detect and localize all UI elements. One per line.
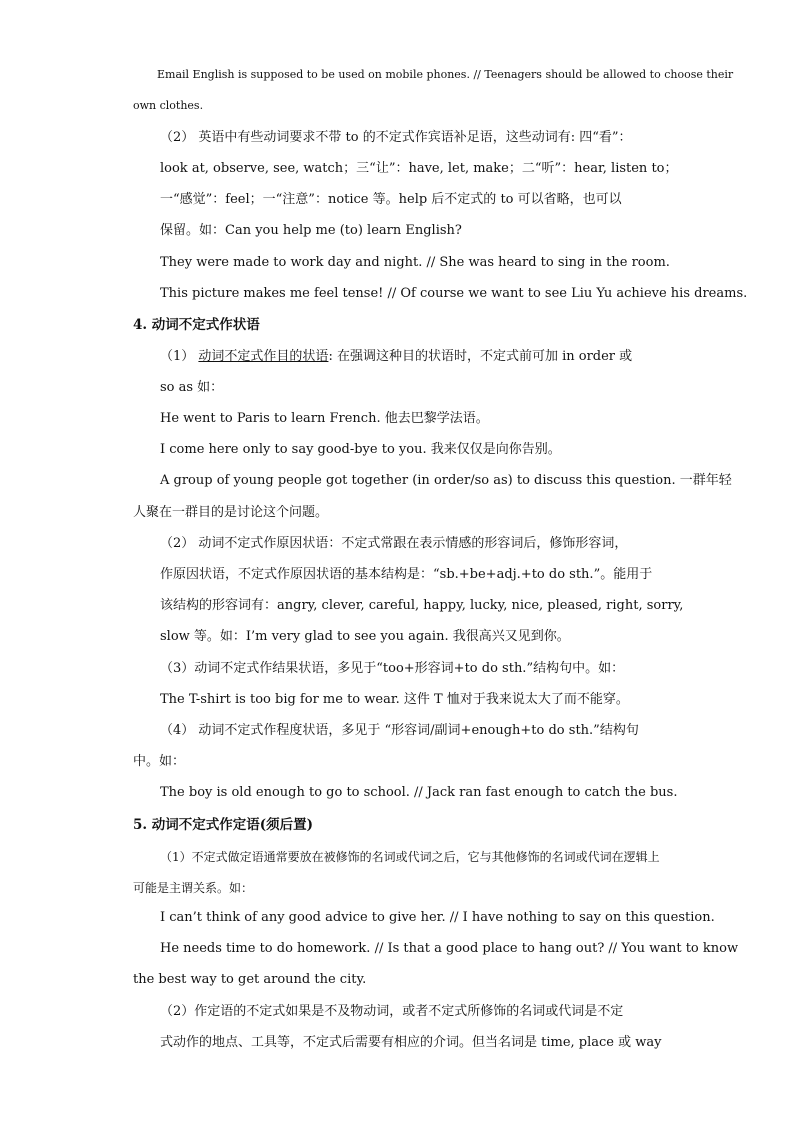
text-line: I can’t think of any good advice to give her. // I have nothing to say on this question. <box>160 910 715 925</box>
text-fragment: : 在强调这种目的状语时，不定式前可加 in order 或 <box>328 349 633 364</box>
text-line: This picture makes me feel tense! // Of course we want to see Liu Yu achieve his dreams. <box>160 286 748 301</box>
text-line: （2）作定语的不定式如果是不及物动词，或者不定式所修饰的名词或代词是不定 <box>160 1004 624 1019</box>
text-line: （3）动词不定式作结果状语，多见于“too+形容词+to do sth.”结构句中。如： <box>160 661 625 676</box>
text-line: They were made to work day and night. // She was heard to sing in the room. <box>160 255 670 270</box>
text-line: 该结构的形容词有：angry, clever, careful, happy, lucky, nice, pleased, right, sorry, <box>160 598 684 613</box>
text-line: （1）不定式做定语通常要放在被修饰的名词或代词之后，它与其他修饰的名词或代词在逻辑上 <box>160 850 660 864</box>
text-line: so as 如： <box>160 380 224 395</box>
underlined-term: 动词不定式作目的状语 <box>198 349 329 364</box>
text-line: 一“感觉”：feel；一“注意”：notice 等。help 后不定式的 to 可以省略，也可以 <box>160 192 622 207</box>
section-heading: 4. 动词不定式作状语 <box>133 317 260 333</box>
text-line: 可能是主谓关系。如： <box>133 881 254 895</box>
text-line: 式动作的地点、工具等，不定式后需要有相应的介词。但当名词是 time, place 或 way <box>160 1035 662 1050</box>
text-line: I come here only to say good-bye to you. 我来仅仅是向你告别。 <box>160 442 561 457</box>
section-heading: 5. 动词不定式作定语(须后置) <box>133 817 314 833</box>
text-line <box>160 348 632 366</box>
text-line: （2） 英语中有些动词要求不带 to 的不定式作宾语补足语，这些动词有: 四“看”： <box>160 130 632 145</box>
text-line: own clothes. <box>133 99 204 112</box>
text-line: （4） 动词不定式作程度状语，多见于 “形容词/副词+enough+to do sth.”结构句 <box>160 723 639 738</box>
text-line: 作原因状语，不定式作原因状语的基本结构是：“sb.+be+adj.+to do sth.”。能用于 <box>160 567 653 582</box>
text-line: The T-shirt is too big for me to wear. 这件 T 恤对于我来说太大了而不能穿。 <box>160 692 629 707</box>
text-line: He needs time to do homework. // Is that a good place to hang out? // You want to know <box>160 941 739 956</box>
text-line: slow 等。如：I’m very glad to see you again. 我很高兴又见到你。 <box>160 629 570 644</box>
text-line: the best way to get around the city. <box>133 972 367 987</box>
text-line: He went to Paris to learn French. 他去巴黎学法语。 <box>160 411 489 426</box>
text-line: 人聚在一群目的是讨论这个问题。 <box>133 505 329 520</box>
text-line: A group of young people got together (in order/so as) to discuss this question. 一群年轻 <box>160 473 732 488</box>
text-line: 保留。如：Can you help me (to) learn English? <box>160 223 462 238</box>
item-number: （1） <box>160 349 195 364</box>
text-line: 中。如： <box>133 754 186 769</box>
text-line: （2） 动词不定式作原因状语：不定式常跟在表示情感的形容词后，修饰形容词， <box>160 536 628 551</box>
text-line: The boy is old enough to go to school. // Jack ran fast enough to catch the bus. <box>160 785 678 800</box>
text-line: Email English is supposed to be used on mobile phones. // Teenagers should be allowed to choose their <box>157 68 734 81</box>
text-line: look at, observe, see, watch；三“让”：have, let, make；二“听”：hear, listen to； <box>160 161 678 176</box>
